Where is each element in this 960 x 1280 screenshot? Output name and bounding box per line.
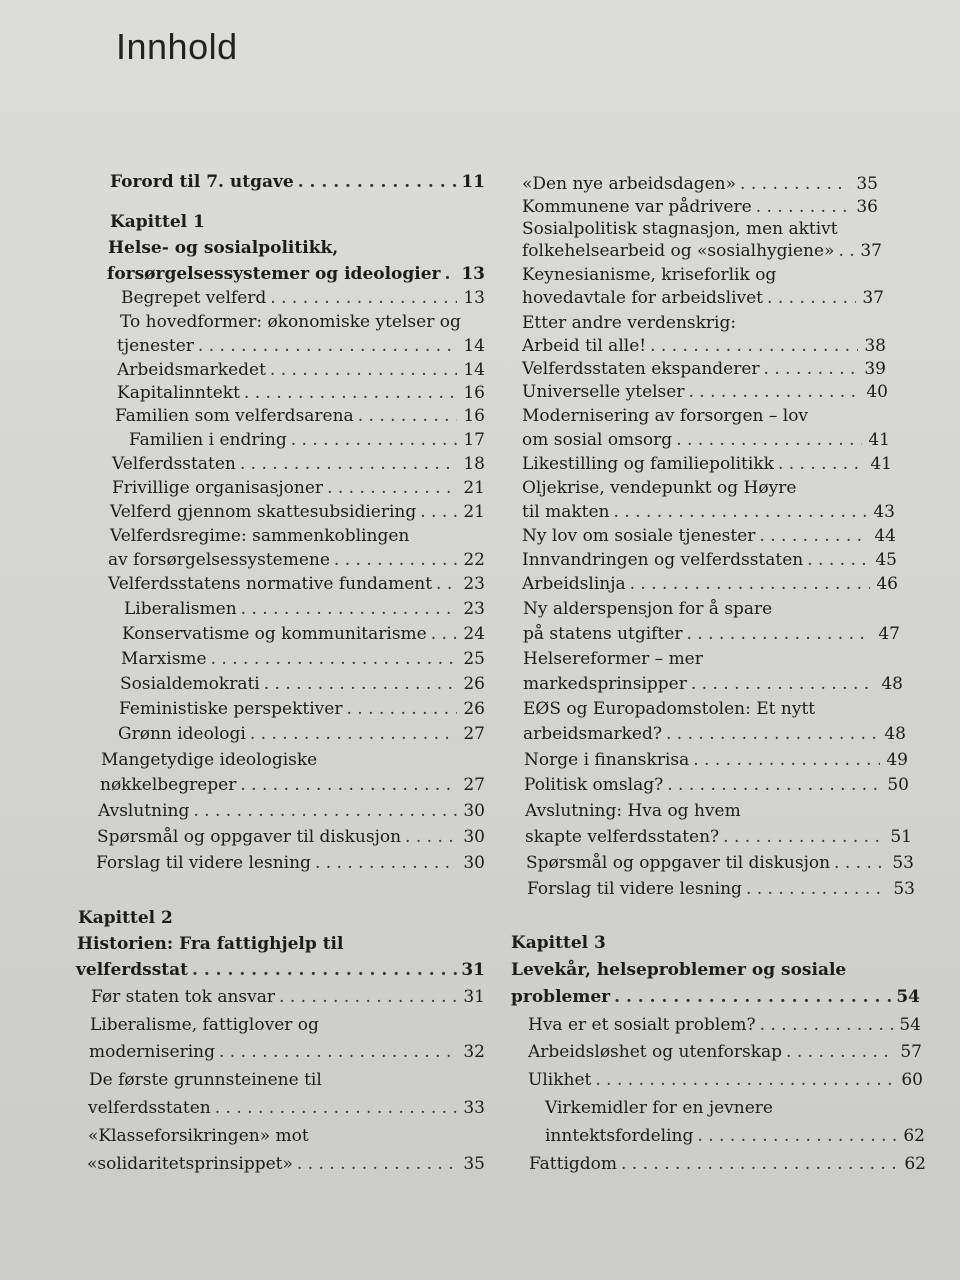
toc-entry-title: Keynesianisme, kriseforlik og: [522, 265, 777, 285]
toc-entry-title: om sosial omsorg: [522, 430, 673, 450]
toc-entry: [117, 358, 485, 382]
toc-page-number: 18: [463, 454, 485, 474]
toc-entry: [112, 476, 485, 500]
toc-entry-title: Marxisme: [121, 649, 207, 669]
toc-entry-title: Sosialpolitisk stagnasjon, men aktivt: [522, 219, 838, 239]
toc-entry: [526, 851, 914, 875]
toc-entry: [527, 877, 915, 901]
toc-entry-title: Oljekrise, vendepunkt og Høyre: [522, 478, 797, 498]
toc-entry-title: Velferdsstatens normative fundament: [108, 574, 433, 594]
toc-entry: [118, 722, 485, 746]
toc-entry: [545, 1124, 925, 1148]
toc-page-number: 41: [870, 454, 892, 474]
toc-entry: [522, 239, 882, 263]
toc-page-number: 49: [886, 750, 908, 770]
toc-leader-dots: [691, 672, 875, 696]
toc-entry-title: Virkemidler for en jevnere: [545, 1098, 773, 1118]
toc-entry-title: folkehelsearbeid og «sosialhygiene»: [522, 241, 835, 261]
toc-entry: [528, 1013, 921, 1037]
toc-page-number: 38: [864, 336, 886, 356]
toc-page-number: 30: [463, 853, 485, 873]
toc-entry: [522, 334, 886, 358]
toc-entry-title: modernisering: [89, 1042, 215, 1062]
toc-entry: [122, 622, 485, 646]
toc-entry: [119, 697, 485, 721]
toc-entry-title: Ulikhet: [528, 1070, 592, 1090]
toc-leader-dots: [687, 622, 873, 646]
toc-entry: [522, 500, 895, 524]
toc-entry: [523, 647, 902, 671]
toc-page-number: 54: [899, 1015, 921, 1035]
toc-page-number: 30: [463, 801, 485, 821]
toc-entry: [522, 404, 890, 428]
toc-entry-title: tjenester: [117, 336, 194, 356]
toc-entry: [89, 1040, 485, 1064]
toc-entry-title: Innvandringen og velferdsstaten: [522, 550, 804, 570]
toc-leader-dots: [215, 1096, 457, 1120]
toc-entry: [511, 958, 920, 982]
toc-page-number: 50: [887, 775, 909, 795]
toc-entry: [91, 985, 485, 1009]
toc-entry-title: Familien som velferdsarena: [115, 406, 354, 426]
toc-entry-title: To hovedformer: økonomiske ytelser og: [120, 312, 461, 332]
toc-leader-dots: [630, 572, 870, 596]
toc-page-number: 53: [893, 879, 915, 899]
toc-entry: [107, 262, 485, 286]
toc-page-number: 60: [901, 1070, 923, 1090]
toc-entry-title: Hva er et sosialt problem?: [528, 1015, 756, 1035]
toc-page-number: 27: [463, 724, 485, 744]
toc-page-number: 45: [875, 550, 897, 570]
toc-entry: [522, 380, 888, 404]
toc-entry: [121, 286, 485, 310]
toc-leader-dots: [740, 172, 850, 196]
toc-entry: [523, 672, 903, 696]
toc-entry: [522, 548, 897, 572]
toc-page-number: 51: [890, 827, 912, 847]
toc-entry: [112, 452, 485, 476]
toc-entry: [77, 932, 485, 956]
toc-entry: [545, 1096, 924, 1120]
toc-entry: [88, 1124, 485, 1148]
toc-page-number: 46: [876, 574, 898, 594]
toc-page-number: 53: [892, 853, 914, 873]
toc-entry-title: Begrepet velferd: [121, 288, 267, 308]
toc-entry-title: av forsørgelsessystemene: [108, 550, 330, 570]
toc-entry-title: Helse- og sosialpolitikk,: [108, 238, 339, 258]
toc-entry: [528, 1068, 923, 1092]
toc-entry: [522, 217, 878, 241]
toc-entry-title: til makten: [522, 502, 610, 522]
toc-leader-dots: [297, 1152, 457, 1176]
toc-leader-dots: [327, 476, 457, 500]
toc-page-number: 27: [463, 775, 485, 795]
toc-entry-title: Forslag til videre lesning: [527, 879, 742, 899]
toc-entry: [523, 722, 906, 746]
toc-page-number: 57: [900, 1042, 922, 1062]
toc-leader-dots: [688, 380, 860, 404]
toc-page-number: 13: [463, 288, 485, 308]
toc-page-number: 62: [903, 1126, 925, 1146]
toc-leader-dots: [334, 548, 457, 572]
toc-page-number: 14: [463, 360, 485, 380]
toc-leader-dots: [405, 825, 457, 849]
toc-entry: [522, 195, 878, 219]
toc-page-number: 39: [864, 359, 886, 379]
toc-entry-title: Arbeidsløshet og utenforskap: [528, 1042, 783, 1062]
toc-leader-dots: [786, 1040, 894, 1064]
toc-entry: [90, 1013, 485, 1037]
toc-leader-dots: [436, 572, 457, 596]
toc-page-number: 36: [856, 197, 878, 217]
toc-leader-dots: [219, 1040, 457, 1064]
toc-entry-title: Fattigdom: [529, 1154, 617, 1174]
toc-entry: [528, 1040, 922, 1064]
toc-leader-dots: [834, 851, 886, 875]
toc-entry: [110, 170, 485, 194]
toc-entry-title: Arbeid til alle!: [522, 336, 647, 356]
toc-page-number: 22: [463, 550, 485, 570]
toc-leader-dots: [250, 722, 457, 746]
toc-entry: [524, 748, 908, 772]
toc-page-number: 30: [463, 827, 485, 847]
toc-entry-title: problemer: [511, 987, 611, 1007]
toc-entry: [522, 172, 878, 196]
toc-entry-title: Avslutning: Hva og hvem: [525, 801, 741, 821]
toc-entry-title: Norge i finanskrisa: [524, 750, 690, 770]
toc-page-number: 16: [463, 383, 485, 403]
toc-leader-dots: [346, 697, 457, 721]
toc-entry-title: Spørsmål og oppgaver til diskusjon: [97, 827, 402, 847]
toc-leader-dots: [807, 548, 869, 572]
toc-leader-dots: [723, 825, 884, 849]
toc-entry-title: «Den nye arbeidsdagen»: [522, 174, 737, 194]
toc-entry-title: Frivillige organisasjoner: [112, 478, 324, 498]
toc-leader-dots: [666, 722, 878, 746]
toc-entry-title: Modernisering av forsorgen – lov: [522, 406, 809, 426]
toc-page-number: 21: [463, 478, 485, 498]
toc-entry: [108, 236, 485, 260]
toc-entry: [511, 985, 920, 1009]
toc-leader-dots: [192, 958, 457, 982]
toc-entry-title: Feministiske perspektiver: [119, 699, 343, 719]
toc-entry-title: arbeidsmarked?: [523, 724, 662, 744]
toc-leader-dots: [270, 286, 457, 310]
toc-entry: [98, 799, 485, 823]
toc-entry: [100, 773, 485, 797]
toc-entry-title: Kapittel 2: [78, 908, 173, 928]
toc-entry: [110, 524, 485, 548]
toc-entry: [525, 825, 912, 849]
toc-page-number: 62: [904, 1154, 926, 1174]
toc-leader-dots: [240, 773, 457, 797]
toc-leader-dots: [746, 877, 887, 901]
toc-entry-title: Politisk omslag?: [524, 775, 664, 795]
toc-page-number: 23: [463, 599, 485, 619]
toc-entry: [522, 476, 892, 500]
toc-entry-title: Mangetydige ideologiske: [101, 750, 318, 770]
toc-entry-title: Avslutning: [98, 801, 190, 821]
toc-leader-dots: [298, 170, 457, 194]
toc-entry: [524, 773, 909, 797]
toc-leader-dots: [621, 1152, 898, 1176]
toc-entry-title: «Klasseforsikringen» mot: [88, 1126, 309, 1146]
toc-entry: [78, 906, 485, 930]
toc-entry: [511, 931, 920, 955]
toc-page-number: 40: [866, 382, 888, 402]
toc-page-number: 24: [463, 624, 485, 644]
toc-entry: [97, 825, 485, 849]
toc-entry: [523, 597, 900, 621]
toc-leader-dots: [193, 799, 457, 823]
toc-entry: [87, 1152, 485, 1176]
toc-leader-dots: [697, 1124, 897, 1148]
toc-page-number: 44: [874, 526, 896, 546]
toc-entry-title: Sosialdemokrati: [120, 674, 260, 694]
toc-entry: [108, 572, 485, 596]
toc-entry-title: «solidaritetsprinsippet»: [87, 1154, 293, 1174]
toc-entry: [117, 381, 485, 405]
toc-page-number: 41: [868, 430, 890, 450]
toc-entry: [115, 404, 485, 428]
toc-entry-title: skapte velferdsstaten?: [525, 827, 720, 847]
toc-entry: [525, 799, 911, 823]
toc-leader-dots: [650, 334, 858, 358]
toc-entry: [120, 310, 485, 334]
toc-entry-title: Ny alderspensjon for å spare: [523, 599, 773, 619]
toc-entry: [523, 697, 905, 721]
toc-entry: [101, 748, 485, 772]
toc-entry-title: Velferdsstaten ekspanderer: [522, 359, 760, 379]
toc-page-number: 32: [463, 1042, 485, 1062]
toc-entry-title: velferdsstat: [76, 960, 188, 980]
toc-entry-title: Helsereformer – mer: [523, 649, 703, 669]
toc-entry: [124, 597, 485, 621]
toc-entry: [110, 210, 485, 234]
toc-entry-title: Likestilling og familiepolitikk: [522, 454, 774, 474]
toc-leader-dots: [358, 404, 457, 428]
toc-entry: [522, 428, 890, 452]
toc-page-number: 48: [884, 724, 906, 744]
toc-page-number: 13: [461, 264, 485, 284]
toc-leader-dots: [279, 985, 457, 1009]
toc-page-number: 11: [461, 172, 485, 192]
toc-entry-title: velferdsstaten: [88, 1098, 211, 1118]
toc-entry-title: Historien: Fra fattighjelp til: [77, 934, 344, 954]
toc-entry-title: nøkkelbegreper: [100, 775, 237, 795]
toc-entry-title: Velferdsregime: sammenkoblingen: [110, 526, 410, 546]
toc-entry: [89, 1068, 485, 1092]
toc-leader-dots: [764, 357, 858, 381]
toc-leader-dots: [270, 358, 457, 382]
toc-entry-title: hovedavtale for arbeidslivet: [522, 288, 764, 308]
toc-entry-title: Velferd gjennom skattesubsidiering: [110, 502, 417, 522]
toc-entry-title: Kommunene var pådrivere: [522, 197, 752, 217]
toc-entry-title: Kapitalinntekt: [117, 383, 240, 403]
toc-entry-title: Spørsmål og oppgaver til diskusjon: [526, 853, 831, 873]
toc-entry-title: Liberalismen: [124, 599, 237, 619]
toc-leader-dots: [756, 195, 850, 219]
toc-page-number: 23: [463, 574, 485, 594]
toc-leader-dots: [693, 748, 880, 772]
toc-entry-title: forsørgelsessystemer og ideologier: [107, 264, 441, 284]
toc-page-number: 35: [463, 1154, 485, 1174]
toc-leader-dots: [198, 334, 457, 358]
toc-page-number: 17: [463, 430, 485, 450]
toc-entry-title: Arbeidslinja: [522, 574, 626, 594]
toc-entry: [96, 851, 485, 875]
toc-page-number: 16: [463, 406, 485, 426]
toc-leader-dots: [244, 381, 457, 405]
toc-entry-title: inntektsfordeling: [545, 1126, 694, 1146]
toc-entry: [522, 524, 896, 548]
toc-entry-title: Kapittel 3: [511, 933, 606, 953]
toc-entry-title: Grønn ideologi: [118, 724, 246, 744]
toc-leader-dots: [211, 647, 457, 671]
toc-entry-title: Arbeidsmarkedet: [117, 360, 266, 380]
toc-leader-dots: [838, 239, 854, 263]
toc-leader-dots: [445, 262, 457, 286]
toc-leader-dots: [264, 672, 457, 696]
toc-page-number: 35: [856, 174, 878, 194]
toc-page-number: 21: [463, 502, 485, 522]
toc-leader-dots: [614, 985, 892, 1009]
toc-entry-title: EØS og Europadomstolen: Et nytt: [523, 699, 816, 719]
toc-entry: [110, 500, 485, 524]
toc-page-number: 26: [463, 699, 485, 719]
toc-leader-dots: [431, 622, 457, 646]
toc-page-number: 33: [463, 1098, 485, 1118]
toc-entry-title: Universelle ytelser: [522, 382, 685, 402]
toc-entry: [108, 548, 485, 572]
toc-entry-title: Konservatisme og kommunitarisme: [122, 624, 427, 644]
toc-entry: [88, 1096, 485, 1120]
page-title: Innhold: [116, 26, 238, 67]
toc-entry: [522, 286, 884, 310]
toc-leader-dots: [759, 524, 868, 548]
toc-entry-title: Forord til 7. utgave: [110, 172, 294, 192]
toc-entry: [522, 572, 898, 596]
toc-entry-title: Kapittel 1: [110, 212, 205, 232]
toc-entry-title: Forslag til videre lesning: [96, 853, 311, 873]
toc-entry-title: Etter andre verdenskrig:: [522, 313, 737, 333]
toc-entry-title: markedsprinsipper: [523, 674, 687, 694]
toc-entry-title: Familien i endring: [129, 430, 287, 450]
toc-page-number: 54: [896, 987, 920, 1007]
toc-leader-dots: [760, 1013, 893, 1037]
toc-leader-dots: [315, 851, 457, 875]
toc-page-number: 31: [461, 960, 485, 980]
toc-leader-dots: [614, 500, 867, 524]
toc-page-number: 31: [463, 987, 485, 1007]
toc-entry: [522, 311, 884, 335]
toc-leader-dots: [595, 1068, 895, 1092]
toc-page-number: 48: [881, 674, 903, 694]
toc-leader-dots: [667, 773, 881, 797]
toc-entry: [522, 357, 886, 381]
toc-entry-title: De første grunnsteinene til: [89, 1070, 322, 1090]
toc-leader-dots: [291, 428, 457, 452]
toc-page-number: 43: [873, 502, 895, 522]
toc-entry: [121, 647, 485, 671]
toc-entry-title: på statens utgifter: [523, 624, 683, 644]
toc-entry: [129, 428, 485, 452]
toc-page-number: 37: [862, 288, 884, 308]
toc-leader-dots: [420, 500, 457, 524]
toc-entry: [522, 263, 882, 287]
toc-entry-title: Liberalisme, fattiglover og: [90, 1015, 319, 1035]
toc-entry: [522, 452, 892, 476]
toc-page-number: 14: [463, 336, 485, 356]
toc-leader-dots: [241, 597, 457, 621]
toc-entry-title: Levekår, helseproblemer og sosiale: [511, 960, 847, 980]
toc-page-number: 47: [878, 624, 900, 644]
toc-entry: [120, 672, 485, 696]
toc-leader-dots: [778, 452, 864, 476]
toc-leader-dots: [240, 452, 457, 476]
toc-entry: [76, 958, 485, 982]
toc-entry: [117, 334, 485, 358]
toc-page-number: 25: [463, 649, 485, 669]
toc-entry: [523, 622, 900, 646]
toc-leader-dots: [676, 428, 862, 452]
toc-leader-dots: [767, 286, 856, 310]
toc-page-number: 26: [463, 674, 485, 694]
toc-entry-title: Ny lov om sosiale tjenester: [522, 526, 756, 546]
toc-page-number: 37: [860, 241, 882, 261]
toc-entry-title: Velferdsstaten: [112, 454, 236, 474]
toc-entry-title: Før staten tok ansvar: [91, 987, 276, 1007]
toc-entry: [529, 1152, 926, 1176]
